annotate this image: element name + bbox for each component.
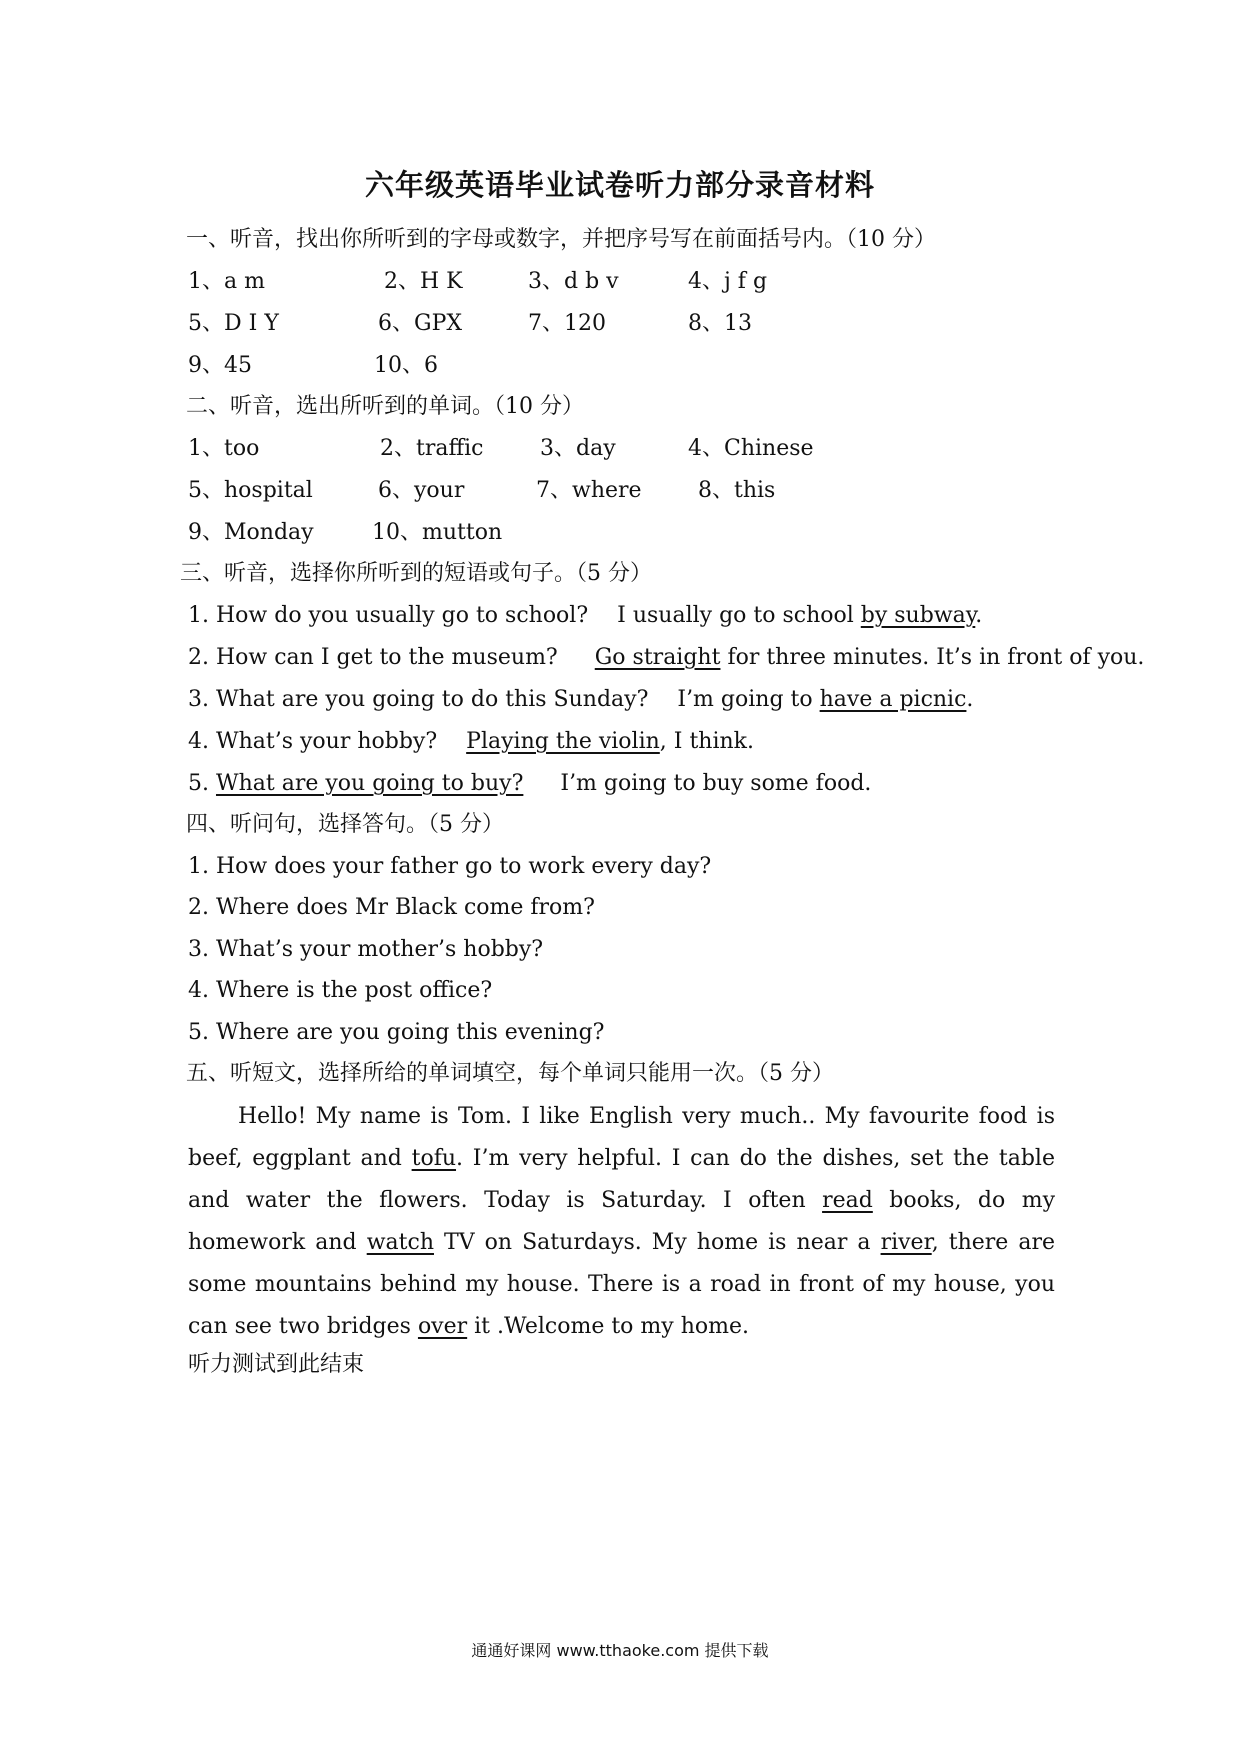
end-of-test-text: 听力测试到此结束 <box>188 1352 365 1377</box>
section3-heading: 三、听音，选择你所听到的短语或句子。（5 分） <box>180 561 652 586</box>
s2-item-5: 5、hospital <box>188 478 313 503</box>
section2-heading: 二、听音，选出所听到的单词。（10 分） <box>186 394 584 419</box>
s2-item-3: 3、day <box>540 436 616 461</box>
section1-heading: 一、听音，找出你所听到的字母或数字，并把序号写在前面括号内。（10 分） <box>186 227 936 252</box>
s3-line-3 <box>188 686 973 714</box>
s4-line-1: 1. How does your father go to work every day? <box>188 854 712 879</box>
blank-word-tofu: tofu <box>411 1146 457 1171</box>
s4-line-4: 4. Where is the post office? <box>188 978 493 1003</box>
s1-item-5: 5、D I Y <box>188 311 279 336</box>
s1-item-1: 1、a m <box>188 269 265 294</box>
s3-q1: 1. How do you usually go to school? <box>188 603 589 628</box>
passage-text-2: . I’m very helpful. I can do the dishes, set the table and water the flowers. Today is Saturday. I often <box>188 1146 1055 1213</box>
s3-a4-underlined: Playing the violin <box>466 729 660 754</box>
blank-word-river: river <box>880 1230 932 1255</box>
s3-q5-num: 5. <box>188 771 216 796</box>
passage-text-5: , there are some mountains behind my house. There is a road in front of my house, you can see two bridges <box>188 1230 1056 1339</box>
blank-word-over: over <box>417 1314 468 1339</box>
s1-item-3: 3、d b v <box>528 269 619 294</box>
s3-a3-pre: I’m going to <box>677 687 820 712</box>
s2-item-7: 7、where <box>536 478 642 503</box>
passage-text-6: it .Welcome to my home. <box>467 1314 749 1339</box>
s3-a5: I’m going to buy some food. <box>560 771 872 796</box>
s3-a2-underlined: Go straight <box>594 645 721 670</box>
s3-line-2 <box>188 644 1144 672</box>
section4-heading: 四、听问句，选择答句。（5 分） <box>186 812 504 837</box>
s3-q2: 2. How can I get to the museum? <box>188 645 558 670</box>
s2-item-4: 4、Chinese <box>688 436 814 461</box>
section5-heading: 五、听短文，选择所给的单词填空，每个单词只能用一次。（5 分） <box>186 1061 834 1086</box>
section5-passage <box>188 1096 1055 1348</box>
s1-item-8: 8、13 <box>688 311 752 336</box>
s4-line-3: 3. What’s your mother’s hobby? <box>188 937 544 962</box>
s1-item-2: 2、H K <box>384 269 463 294</box>
s2-item-1: 1、too <box>188 436 260 461</box>
s3-q5-underlined: What are you going to buy? <box>215 771 524 796</box>
s3-a3-post: . <box>966 687 974 712</box>
blank-word-read: read <box>822 1188 873 1213</box>
passage-text-3: books, do my homework and <box>188 1188 1055 1255</box>
s1-item-10: 10、6 <box>374 353 438 378</box>
blank-word-watch: watch <box>366 1230 434 1255</box>
s2-item-2: 2、traffic <box>380 436 484 461</box>
s2-item-8: 8、this <box>698 478 776 503</box>
s4-line-5: 5. Where are you going this evening? <box>188 1020 605 1045</box>
s4-line-2: 2. Where does Mr Black come from? <box>188 895 595 920</box>
s1-item-7: 7、120 <box>528 311 606 336</box>
s2-item-6: 6、your <box>378 478 465 503</box>
s3-a2-post: for three minutes. It’s in front of you. <box>720 645 1145 670</box>
s3-line-4 <box>188 728 754 756</box>
passage-text-1: Hello! My name is Tom. I like English very much.. My favourite food is beef, eggplant and <box>188 1104 1055 1171</box>
s3-a1-post: . <box>975 603 983 628</box>
s1-item-6: 6、GPX <box>378 311 463 336</box>
footer-credit: 通通好课网 www.tthaoke.com 提供下载 <box>471 1641 769 1660</box>
s3-a1-underlined: by subway <box>860 603 976 628</box>
s3-q3: 3. What are you going to do this Sunday? <box>188 687 649 712</box>
s3-q4: 4. What’s your hobby? <box>188 729 438 754</box>
s3-line-1 <box>188 602 982 630</box>
s1-item-9: 9、45 <box>188 353 252 378</box>
s3-a4-post: , I think. <box>659 729 755 754</box>
s1-item-4: 4、j f g <box>688 269 768 294</box>
s3-line-5 <box>188 770 871 798</box>
s2-item-10: 10、mutton <box>372 520 503 545</box>
passage-text-4: TV on Saturdays. My home is near a <box>433 1230 881 1255</box>
s3-a1-pre: I usually go to school <box>617 603 861 628</box>
s3-a3-underlined: have a picnic <box>819 687 967 712</box>
s2-item-9: 9、Monday <box>188 520 314 545</box>
page-title: 六年级英语毕业试卷听力部分录音材料 <box>364 168 875 202</box>
